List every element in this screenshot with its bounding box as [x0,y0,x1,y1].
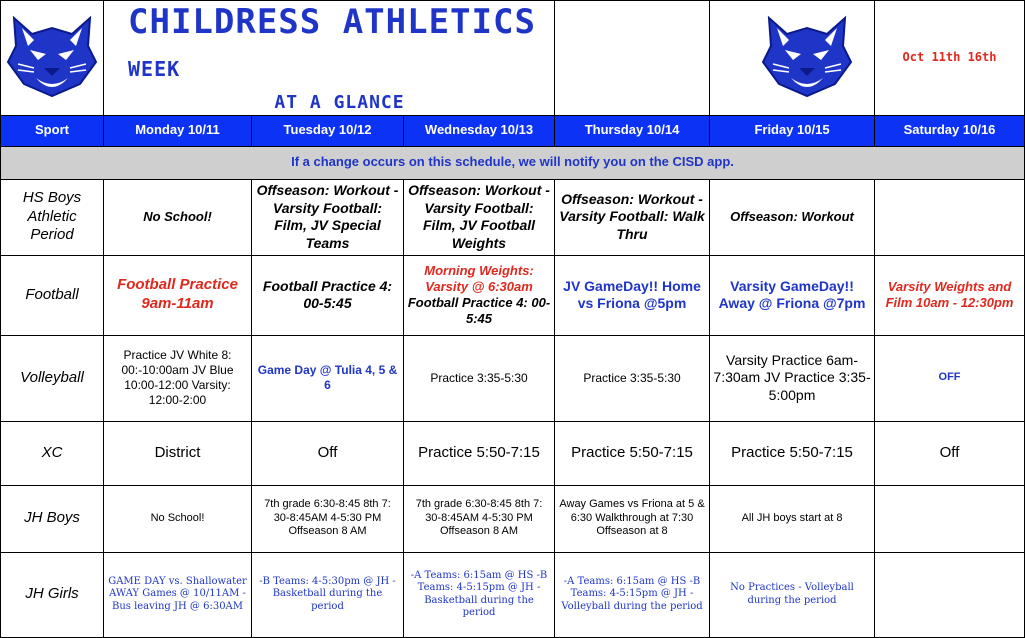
logo-cell-left [1,1,104,116]
col-header-sport: Sport [1,115,104,146]
schedule-cell: Varsity Practice 6am-7:30am JV Practice 3:35-5:00pm [710,335,875,421]
schedule-cell: Practice 3:35-5:30 [555,335,710,421]
title-week: WEEK [128,56,181,81]
schedule-cell: Off [252,421,404,485]
schedule-cell: Practice JV White 8: 00:-10:00am JV Blue 10:00-12:00 Varsity: 12:00-2:00 [104,335,252,421]
schedule-cell: 7th grade 6:30-8:45 8th 7: 30-8:45AM 4-5:30 PM Offseason 8 AM [252,485,404,552]
week-dates: Oct 11th 16th [875,1,1025,116]
sport-label: JH Girls [1,552,104,637]
sport-label: XC [1,421,104,485]
schedule-cell [404,255,555,335]
notice-row [1,146,1025,179]
schedule-cell: Practice 3:35-5:30 [404,335,555,421]
schedule-cell: JV GameDay!! Home vs Friona @5pm [555,255,710,335]
schedule-cell: Football Practice 9am-11am [104,255,252,335]
col-header-saturday: Saturday 10/16 [875,115,1025,146]
col-header-wednesday: Wednesday 10/13 [404,115,555,146]
schedule-cell: Football Practice 4: 00-5:45 [252,255,404,335]
schedule-cell: Varsity Weights and Film 10am - 12:30pm [875,255,1025,335]
sport-label: JH Boys [1,485,104,552]
page-title-cell [104,1,555,116]
schedule-cell: Game Day @ Tulia 4, 5 & 6 [252,335,404,421]
schedule-cell: 7th grade 6:30-8:45 8th 7: 30-8:45AM 4-5:30 PM Offseason 8 AM [404,485,555,552]
wildcat-logo-icon [759,12,855,98]
schedule-cell-red-text: Morning Weights: Varsity @ 6:30am [424,262,534,294]
schedule-cell: No Practices - Volleyball during the period [710,552,875,637]
table-row [1,421,1025,485]
header-row [1,1,1025,116]
schedule-cell: Varsity GameDay!! Away @ Friona @7pm [710,255,875,335]
schedule-cell: No School! [104,485,252,552]
schedule-cell: All JH boys start at 8 [710,485,875,552]
table-row [1,552,1025,637]
schedule-cell: Practice 5:50-7:15 [710,421,875,485]
schedule-cell [875,485,1025,552]
col-header-friday: Friday 10/15 [710,115,875,146]
col-header-thursday: Thursday 10/14 [555,115,710,146]
schedule-cell: -A Teams: 6:15am @ HS -B Teams: 4-5:15pm @ JH - Volleyball during the period [555,552,710,637]
schedule-cell [875,552,1025,637]
sport-label: Volleyball [1,335,104,421]
page-subtitle: AT A GLANCE [274,92,405,113]
table-row [1,255,1025,335]
table-row [1,485,1025,552]
schedule-cell-text: Football Practice 4: 00-5:45 [407,295,551,327]
sport-label: Football [1,255,104,335]
col-header-monday: Monday 10/11 [104,115,252,146]
table-row [1,335,1025,421]
column-header-row [1,115,1025,146]
schedule-cell: Practice 5:50-7:15 [555,421,710,485]
schedule-cell: Offseason: Workout - Varsity Football: Film, JV Special Teams [252,179,404,255]
schedule-cell: -B Teams: 4-5:30pm @ JH - Basketball during the period [252,552,404,637]
schedule-cell: District [104,421,252,485]
schedule-cell: Off [875,421,1025,485]
sport-label: HS Boys Athletic Period [1,179,104,255]
schedule-cell [875,179,1025,255]
schedule-cell: Offseason: Workout - Varsity Football: Walk Thru [555,179,710,255]
schedule-cell: Away Games vs Friona at 5 & 6:30 Walkthrough at 7:30 Offseason at 8 [555,485,710,552]
table-row [1,179,1025,255]
schedule-cell: Offseason: Workout [710,179,875,255]
schedule-cell: -A Teams: 6:15am @ HS -B Teams: 4-5:15pm @ JH - Basketball during the period [404,552,555,637]
wildcat-logo-icon [4,12,100,98]
col-header-tuesday: Tuesday 10/12 [252,115,404,146]
header-blank [555,1,710,116]
schedule-cell: Practice 5:50-7:15 [404,421,555,485]
notice-text: If a change occurs on this schedule, we will notify you on the CISD app. [1,146,1025,179]
page-title: CHILDRESS ATHLETICS [128,2,536,42]
schedule-cell: No School! [104,179,252,255]
schedule-cell: Offseason: Workout - Varsity Football: Film, JV Football Weights [404,179,555,255]
schedule-cell: OFF [875,335,1025,421]
schedule-cell: GAME DAY vs. Shallowater AWAY Games @ 10/11AM - Bus leaving JH @ 6:30AM [104,552,252,637]
logo-cell-right [710,1,875,116]
